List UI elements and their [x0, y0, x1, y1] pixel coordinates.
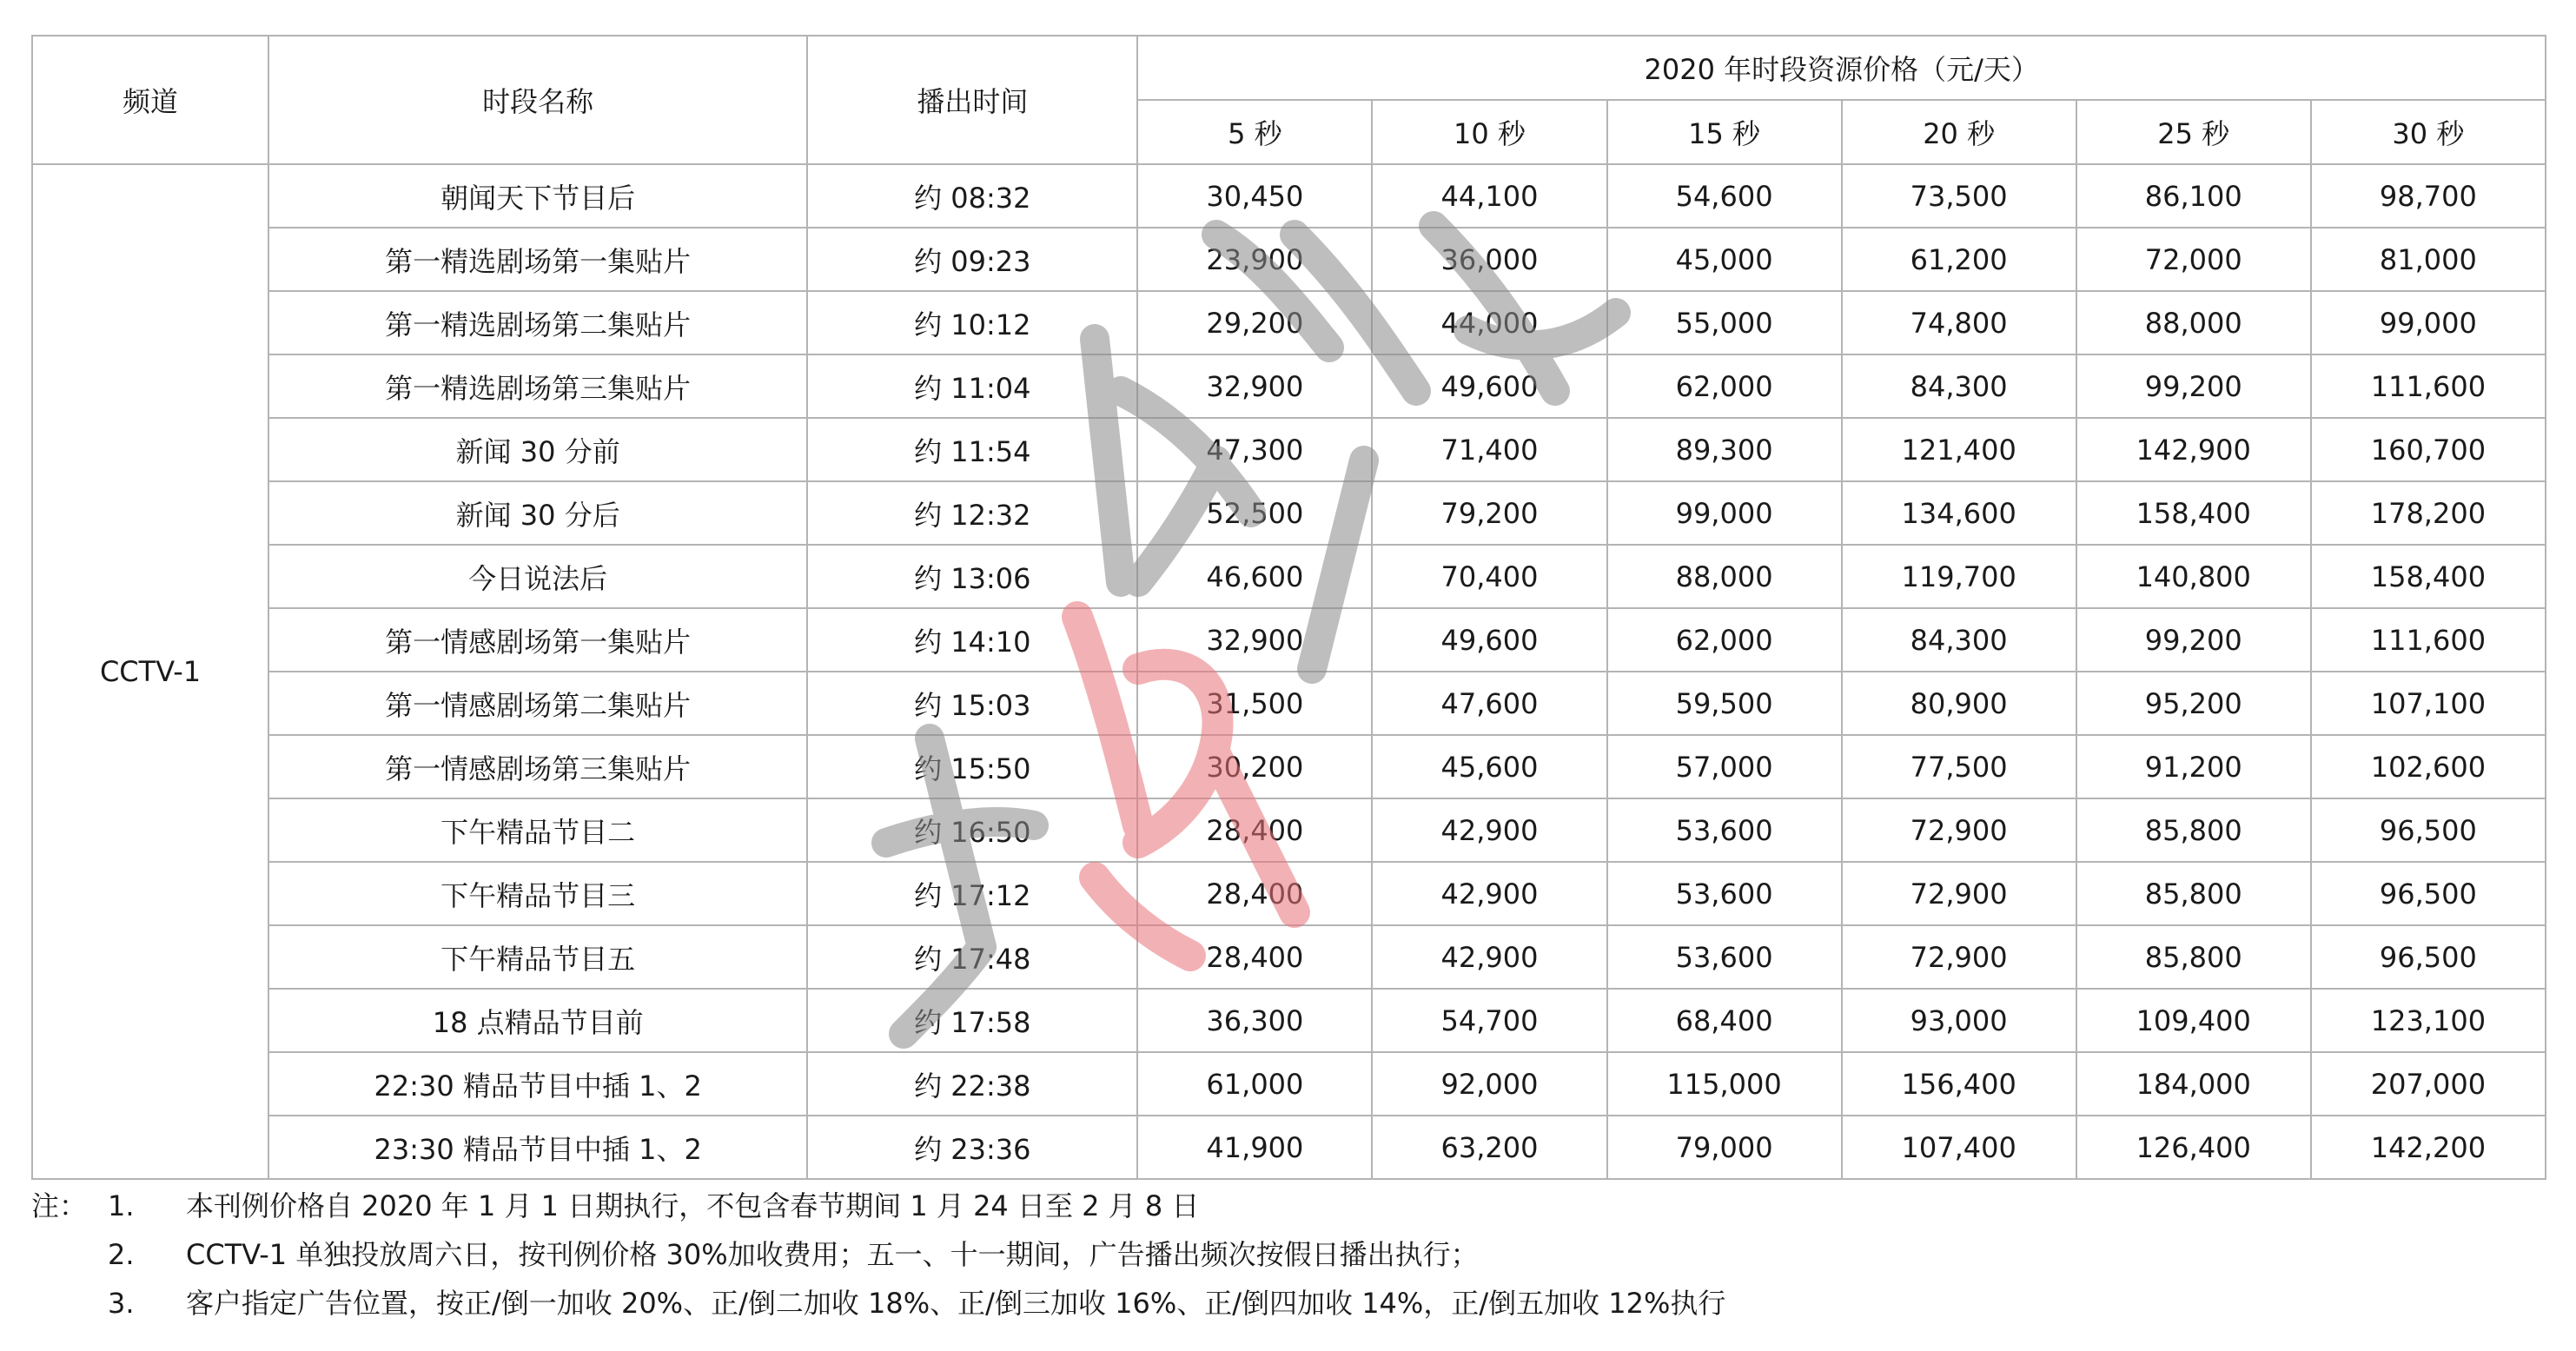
price-cell: 158,400: [2076, 481, 2311, 545]
header-channel: 频道: [32, 36, 268, 164]
price-cell: 61,200: [1842, 228, 2076, 291]
price-cell: 23,900: [1137, 228, 1372, 291]
price-cell: 85,800: [2076, 925, 2311, 989]
price-cell: 160,700: [2311, 418, 2546, 481]
price-cell: 207,000: [2311, 1052, 2546, 1116]
slot-name-cell: 今日说法后: [268, 545, 807, 608]
price-cell: 119,700: [1842, 545, 2076, 608]
air-time-cell: 约 08:32: [807, 164, 1137, 228]
header-duration: 30 秒: [2311, 100, 2546, 164]
air-time-cell: 约 15:50: [807, 735, 1137, 798]
price-cell: 158,400: [2311, 545, 2546, 608]
price-cell: 156,400: [1842, 1052, 2076, 1116]
slot-name-cell: 18 点精品节目前: [268, 989, 807, 1052]
price-cell: 30,200: [1137, 735, 1372, 798]
price-cell: 72,000: [2076, 228, 2311, 291]
price-cell: 99,000: [2311, 291, 2546, 354]
slot-name-cell: 第一情感剧场第三集贴片: [268, 735, 807, 798]
price-cell: 42,900: [1372, 925, 1606, 989]
table-row: [32, 608, 2546, 672]
price-cell: 86,100: [2076, 164, 2311, 228]
table-row: [32, 418, 2546, 481]
price-cell: 178,200: [2311, 481, 2546, 545]
table-row: [32, 545, 2546, 608]
header-duration: 25 秒: [2076, 100, 2311, 164]
table-row: [32, 735, 2546, 798]
table-row: [32, 798, 2546, 862]
header-duration: 20 秒: [1842, 100, 2076, 164]
header-air-time: 播出时间: [807, 36, 1137, 164]
price-cell: 62,000: [1607, 608, 1842, 672]
price-cell: 53,600: [1607, 862, 1842, 925]
price-cell: 109,400: [2076, 989, 2311, 1052]
note-item: [31, 1279, 2546, 1328]
price-cell: 36,000: [1372, 228, 1606, 291]
price-cell: 31,500: [1137, 672, 1372, 735]
table-row: [32, 164, 2546, 228]
price-cell: 57,000: [1607, 735, 1842, 798]
slot-name-cell: 朝闻天下节目后: [268, 164, 807, 228]
note-number: 2.: [108, 1238, 135, 1271]
price-cell: 84,300: [1842, 354, 2076, 418]
note-item: [31, 1182, 2546, 1230]
price-cell: 115,000: [1607, 1052, 1842, 1116]
note-text: CCTV-1 单独投放周六日，按刊例价格 30%加收费用；五一、十一期间，广告播出频次按假日播出执行；: [186, 1238, 1479, 1271]
price-cell: 44,100: [1372, 164, 1606, 228]
price-cell: 102,600: [2311, 735, 2546, 798]
price-cell: 52,500: [1137, 481, 1372, 545]
price-cell: 72,900: [1842, 862, 2076, 925]
price-cell: 29,200: [1137, 291, 1372, 354]
price-cell: 111,600: [2311, 608, 2546, 672]
price-cell: 111,600: [2311, 354, 2546, 418]
note-number: 3.: [108, 1287, 135, 1320]
table-header: [32, 36, 2546, 164]
price-cell: 53,600: [1607, 925, 1842, 989]
note-prefix: 注：: [31, 1189, 88, 1222]
table-row: [32, 862, 2546, 925]
price-cell: 91,200: [2076, 735, 2311, 798]
table-row: [32, 925, 2546, 989]
price-cell: 121,400: [1842, 418, 2076, 481]
header-price-group: 2020 年时段资源价格（元/天）: [1137, 36, 2546, 100]
header-duration: 5 秒: [1137, 100, 1372, 164]
slot-name-cell: 下午精品节目二: [268, 798, 807, 862]
price-cell: 142,900: [2076, 418, 2311, 481]
price-cell: 88,000: [2076, 291, 2311, 354]
air-time-cell: 约 17:48: [807, 925, 1137, 989]
price-cell: 32,900: [1137, 354, 1372, 418]
price-cell: 72,900: [1842, 798, 2076, 862]
price-cell: 72,900: [1842, 925, 2076, 989]
price-cell: 45,000: [1607, 228, 1842, 291]
air-time-cell: 约 17:58: [807, 989, 1137, 1052]
price-cell: 96,500: [2311, 862, 2546, 925]
price-cell: 49,600: [1372, 608, 1606, 672]
air-time-cell: 约 14:10: [807, 608, 1137, 672]
slot-name-cell: 下午精品节目三: [268, 862, 807, 925]
price-cell: 126,400: [2076, 1116, 2311, 1179]
table-row: [32, 481, 2546, 545]
price-cell: 99,200: [2076, 608, 2311, 672]
price-cell: 95,200: [2076, 672, 2311, 735]
air-time-cell: 约 23:36: [807, 1116, 1137, 1179]
rate-card-table: [31, 35, 2546, 1180]
slot-name-cell: 23:30 精品节目中插 1、2: [268, 1116, 807, 1179]
price-cell: 85,800: [2076, 862, 2311, 925]
price-cell: 84,300: [1842, 608, 2076, 672]
note-prefix: [31, 1230, 108, 1279]
price-cell: 123,100: [2311, 989, 2546, 1052]
air-time-cell: 约 15:03: [807, 672, 1137, 735]
air-time-cell: 约 11:54: [807, 418, 1137, 481]
table-row: [32, 354, 2546, 418]
price-cell: 99,000: [1607, 481, 1842, 545]
price-cell: 79,200: [1372, 481, 1606, 545]
price-cell: 71,400: [1372, 418, 1606, 481]
notes-section: [31, 1182, 2546, 1328]
header-duration: 15 秒: [1607, 100, 1842, 164]
header-duration: 10 秒: [1372, 100, 1606, 164]
price-cell: 55,000: [1607, 291, 1842, 354]
price-cell: 184,000: [2076, 1052, 2311, 1116]
price-cell: 47,300: [1137, 418, 1372, 481]
price-cell: 59,500: [1607, 672, 1842, 735]
air-time-cell: 约 17:12: [807, 862, 1137, 925]
air-time-cell: 约 16:50: [807, 798, 1137, 862]
slot-name-cell: 新闻 30 分前: [268, 418, 807, 481]
table-row: [32, 1116, 2546, 1179]
air-time-cell: 约 10:12: [807, 291, 1137, 354]
price-cell: 53,600: [1607, 798, 1842, 862]
price-cell: 41,900: [1137, 1116, 1372, 1179]
slot-name-cell: 第一精选剧场第三集贴片: [268, 354, 807, 418]
price-cell: 63,200: [1372, 1116, 1606, 1179]
price-cell: 36,300: [1137, 989, 1372, 1052]
price-cell: 85,800: [2076, 798, 2311, 862]
table-row: [32, 291, 2546, 354]
air-time-cell: 约 22:38: [807, 1052, 1137, 1116]
price-cell: 30,450: [1137, 164, 1372, 228]
air-time-cell: 约 13:06: [807, 545, 1137, 608]
table-body: [32, 164, 2546, 1179]
table-row: [32, 989, 2546, 1052]
price-cell: 54,700: [1372, 989, 1606, 1052]
slot-name-cell: 下午精品节目五: [268, 925, 807, 989]
price-cell: 96,500: [2311, 925, 2546, 989]
price-cell: 47,600: [1372, 672, 1606, 735]
price-cell: 93,000: [1842, 989, 2076, 1052]
price-cell: 107,400: [1842, 1116, 2076, 1179]
note-text: 本刊例价格自 2020 年 1 月 1 日期执行，不包含春节期间 1 月 24 日至 2 月 8 日: [186, 1189, 1200, 1222]
slot-name-cell: 新闻 30 分后: [268, 481, 807, 545]
price-cell: 80,900: [1842, 672, 2076, 735]
price-cell: 62,000: [1607, 354, 1842, 418]
price-cell: 92,000: [1372, 1052, 1606, 1116]
price-cell: 79,000: [1607, 1116, 1842, 1179]
slot-name-cell: 22:30 精品节目中插 1、2: [268, 1052, 807, 1116]
note-text: 客户指定广告位置，按正/倒一加收 20%、正/倒二加收 18%、正/倒三加收 16%、正/倒四加收 14%，正/倒五加收 12%执行: [186, 1287, 1726, 1320]
price-cell: 142,200: [2311, 1116, 2546, 1179]
price-cell: 68,400: [1607, 989, 1842, 1052]
price-cell: 107,100: [2311, 672, 2546, 735]
price-cell: 42,900: [1372, 798, 1606, 862]
price-cell: 28,400: [1137, 862, 1372, 925]
slot-name-cell: 第一情感剧场第二集贴片: [268, 672, 807, 735]
price-cell: 46,600: [1137, 545, 1372, 608]
price-cell: 98,700: [2311, 164, 2546, 228]
price-cell: 89,300: [1607, 418, 1842, 481]
note-item: [31, 1230, 2546, 1279]
price-cell: 45,600: [1372, 735, 1606, 798]
price-cell: 77,500: [1842, 735, 2076, 798]
air-time-cell: 约 11:04: [807, 354, 1137, 418]
table-row: [32, 228, 2546, 291]
price-cell: 32,900: [1137, 608, 1372, 672]
price-cell: 54,600: [1607, 164, 1842, 228]
air-time-cell: 约 12:32: [807, 481, 1137, 545]
price-cell: 96,500: [2311, 798, 2546, 862]
price-cell: 73,500: [1842, 164, 2076, 228]
price-cell: 81,000: [2311, 228, 2546, 291]
air-time-cell: 约 09:23: [807, 228, 1137, 291]
price-cell: 88,000: [1607, 545, 1842, 608]
price-cell: 70,400: [1372, 545, 1606, 608]
slot-name-cell: 第一情感剧场第一集贴片: [268, 608, 807, 672]
price-cell: 28,400: [1137, 925, 1372, 989]
table-row: [32, 672, 2546, 735]
price-cell: 99,200: [2076, 354, 2311, 418]
channel-cell: CCTV-1: [32, 164, 268, 1179]
price-cell: 49,600: [1372, 354, 1606, 418]
price-cell: 134,600: [1842, 481, 2076, 545]
price-cell: 74,800: [1842, 291, 2076, 354]
table-row: [32, 1052, 2546, 1116]
header-slot-name: 时段名称: [268, 36, 807, 164]
price-cell: 28,400: [1137, 798, 1372, 862]
price-cell: 61,000: [1137, 1052, 1372, 1116]
price-cell: 44,000: [1372, 291, 1606, 354]
slot-name-cell: 第一精选剧场第二集贴片: [268, 291, 807, 354]
slot-name-cell: 第一精选剧场第一集贴片: [268, 228, 807, 291]
price-cell: 42,900: [1372, 862, 1606, 925]
price-cell: 140,800: [2076, 545, 2311, 608]
note-number: 1.: [108, 1189, 135, 1222]
note-prefix: [31, 1279, 108, 1328]
